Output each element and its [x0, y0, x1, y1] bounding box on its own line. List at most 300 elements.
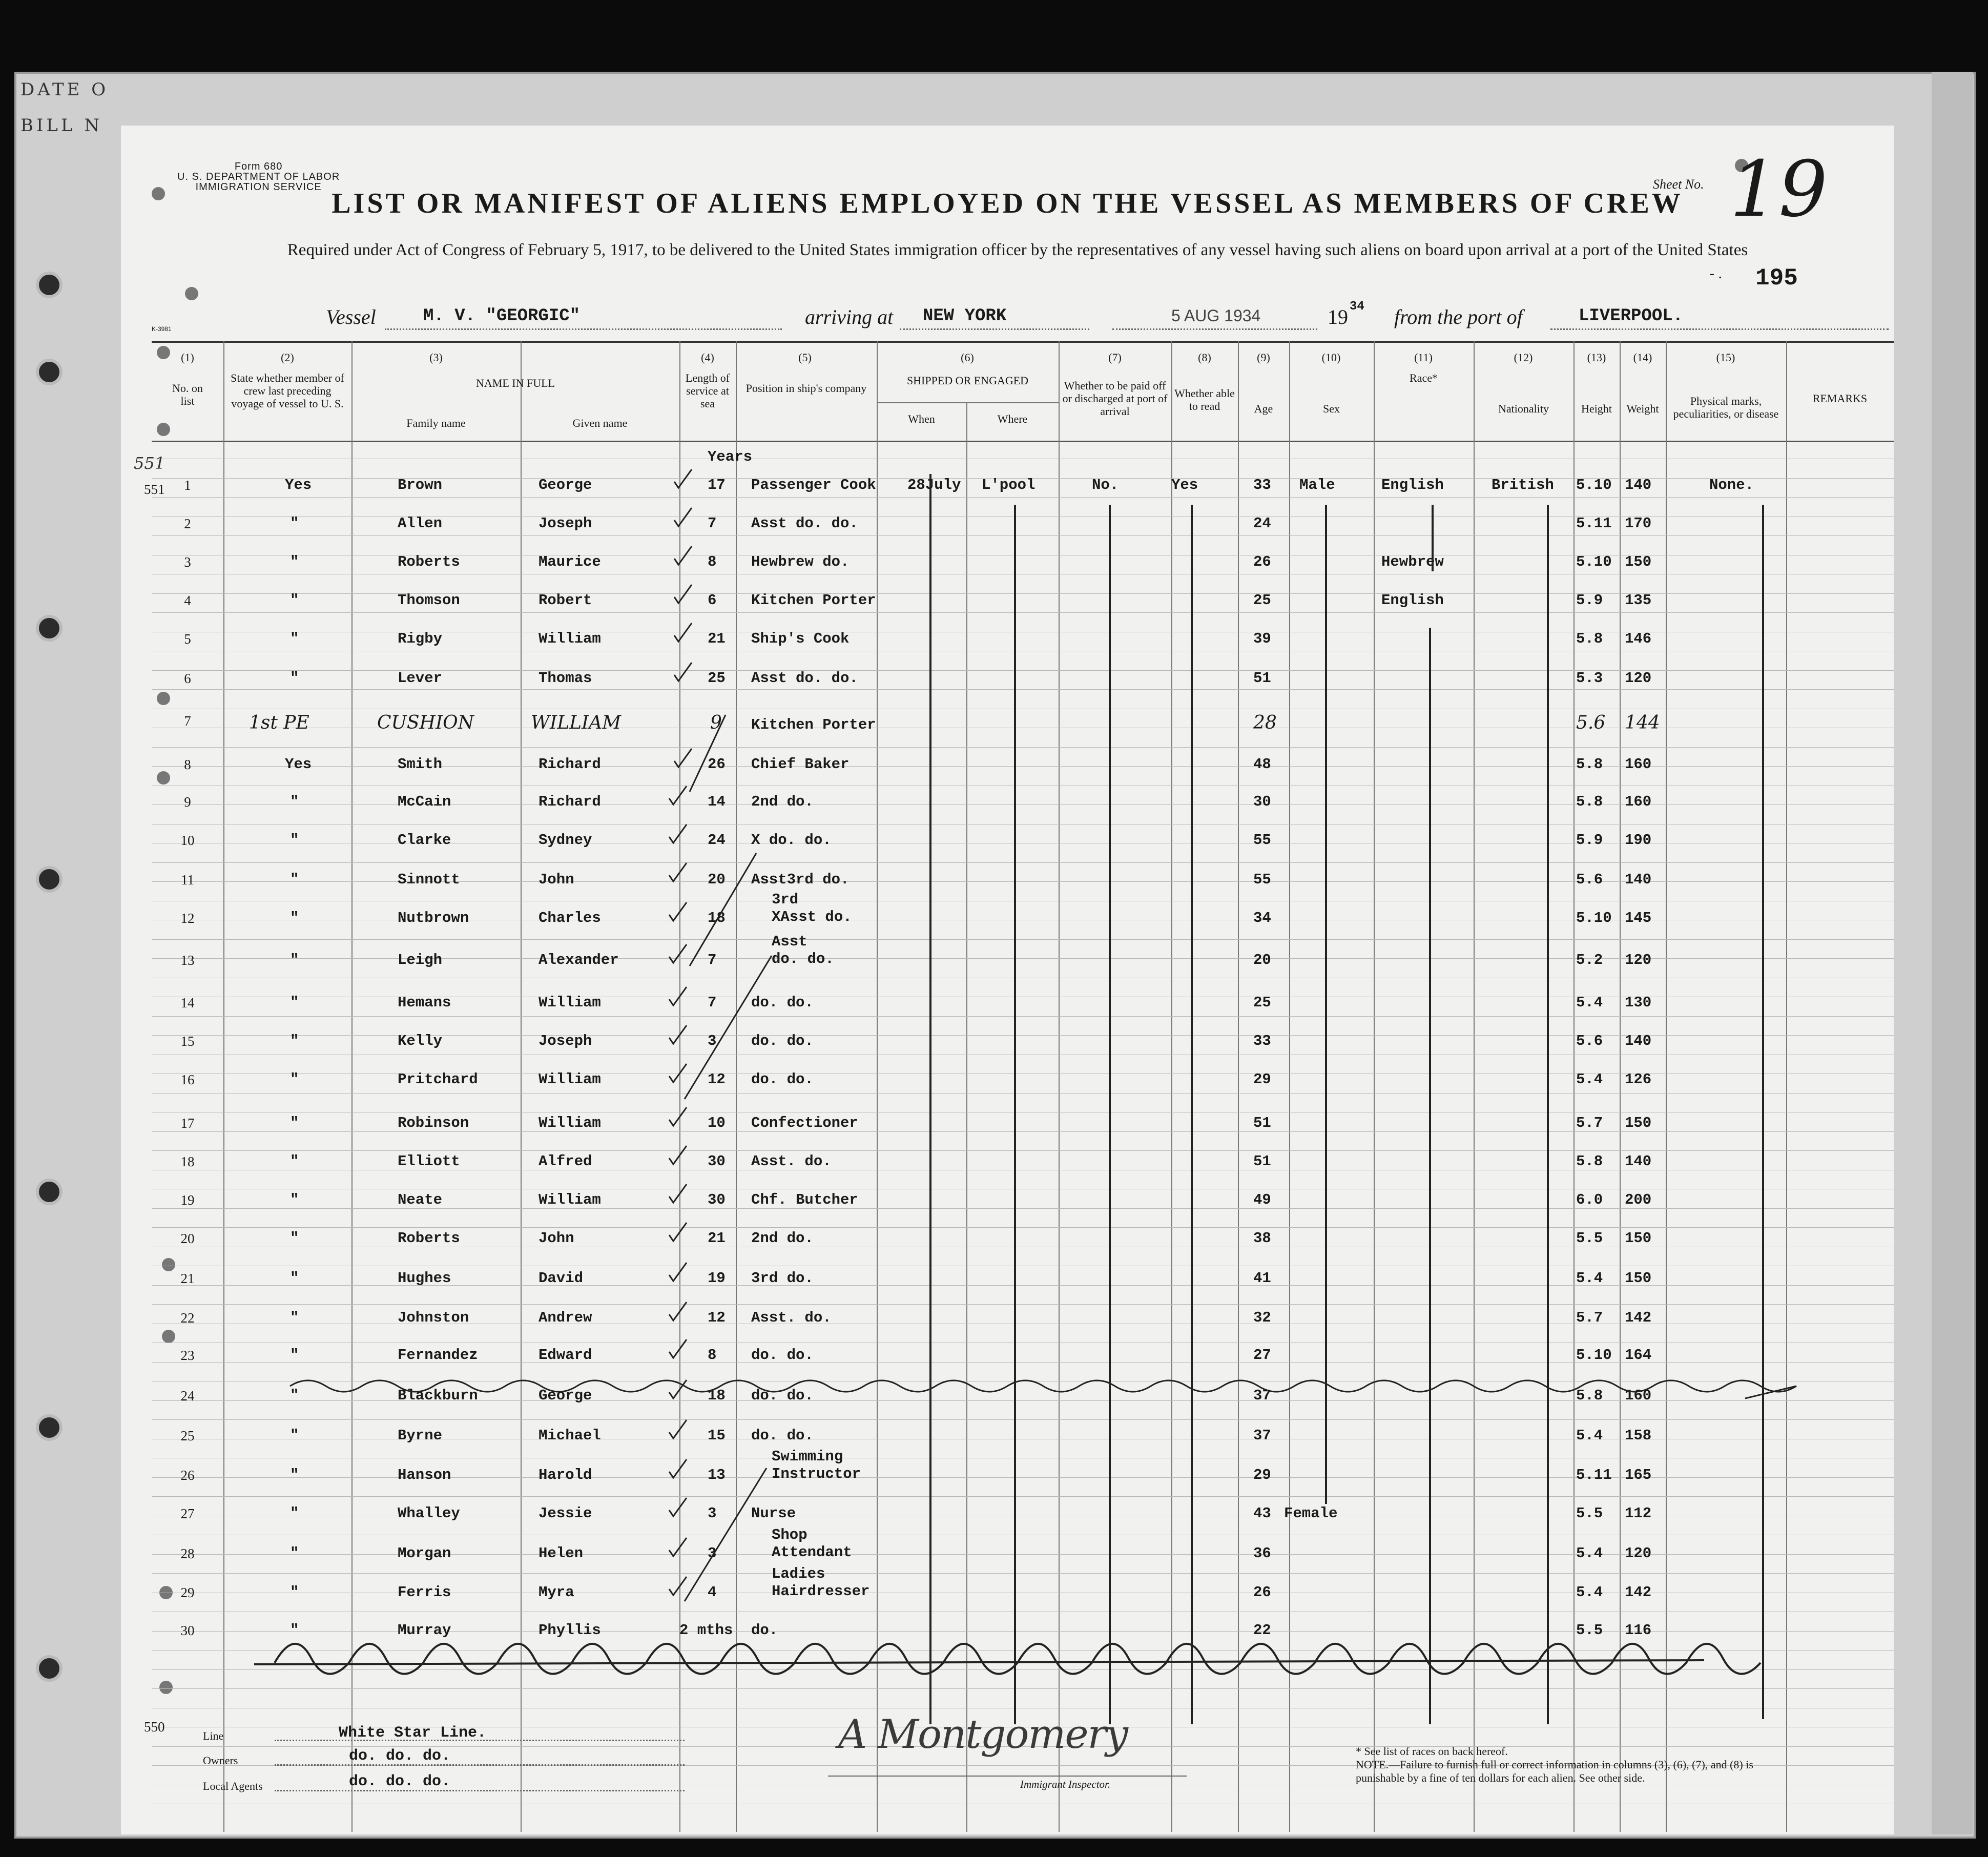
row-weight: 160 [1625, 756, 1652, 773]
ruling-line [152, 1419, 1894, 1420]
row-weight: 140 [1625, 1153, 1652, 1170]
check-mark [674, 546, 692, 565]
row-position: Confectioner [751, 1115, 858, 1131]
row-weight: 142 [1625, 1309, 1652, 1326]
row-height: 5.8 [1576, 756, 1603, 773]
row-position: Kitchen Porter [751, 592, 876, 609]
row-height: 5.8 [1576, 793, 1603, 810]
row-number: 18 [180, 1154, 195, 1169]
row-weight: 150 [1625, 1270, 1652, 1287]
line-value: White Star Line. [339, 1724, 487, 1742]
underlying-stamp [20, 72, 109, 143]
row-age: 29 [1253, 1071, 1271, 1088]
row-number: 30 [180, 1623, 195, 1638]
row-paid-off: No. [1092, 477, 1119, 493]
row-age: 51 [1253, 1115, 1271, 1131]
row-physical-marks: None. [1709, 477, 1754, 493]
row-state: " [290, 1622, 299, 1639]
row-number: 29 [180, 1585, 195, 1600]
ruling-line [152, 689, 1894, 690]
row-number: 27 [180, 1506, 195, 1521]
row-given-name: George [539, 477, 592, 493]
margin-mark-row30: 550 [144, 1719, 165, 1735]
check-mark [669, 987, 687, 1005]
row-service-years: 18 [708, 910, 726, 926]
row-height: 5.4 [1576, 1071, 1603, 1088]
row-given-name: John [539, 871, 574, 888]
row-service-years: 25 [708, 670, 726, 687]
row-height: 5.9 [1576, 592, 1603, 609]
row-service-years: 7 [708, 515, 717, 532]
row-position-line2: Hairdresser [772, 1583, 870, 1600]
manifest-sheet [121, 126, 1894, 1834]
sheet-number-label: Sheet No. [1653, 177, 1704, 192]
row-position: do. do. [751, 1427, 814, 1444]
column-rule [1059, 341, 1060, 1832]
row-service-years: 17 [708, 477, 726, 493]
page-title: LIST OR MANIFEST OF ALIENS EMPLOYED ON THE VESSEL AS MEMBERS OF CREW [332, 188, 1683, 219]
row-family-name: Hanson [398, 1467, 451, 1483]
inspector-label: Immigrant Inspector. [1020, 1778, 1111, 1790]
column-rule [351, 341, 353, 1832]
column-number: (5) [798, 351, 812, 364]
row-family-name: Leigh [398, 952, 443, 968]
footnote-races: * See list of races on back hereof. [1356, 1745, 1508, 1758]
row-height: 5.7 [1576, 1115, 1603, 1131]
years-label: Years [708, 448, 753, 465]
row-age: 25 [1253, 592, 1271, 609]
ruling-line [152, 1304, 1894, 1305]
column-rule [736, 341, 737, 1832]
row-state: " [290, 1191, 299, 1208]
row-service-years: 6 [708, 592, 717, 609]
row-position: Ladies [772, 1565, 825, 1582]
row-service-years: 3 [708, 1033, 717, 1049]
row-family-name: Hughes [398, 1270, 451, 1287]
punch-hole [185, 287, 198, 300]
row-position: Nurse [751, 1505, 796, 1522]
form-code-line: IMMIGRATION SERVICE [195, 181, 322, 193]
row-position: Hewbrew do. [751, 553, 850, 570]
column-rule [1573, 341, 1575, 1832]
row-given-name: WILLIAM [531, 712, 622, 733]
row-state: " [290, 553, 299, 570]
row-position: Chf. Butcher [751, 1191, 858, 1208]
check-mark [669, 1107, 687, 1126]
agents-label: Local Agents [203, 1780, 263, 1792]
row-height: 5.8 [1576, 630, 1603, 647]
row-height: 5.6 [1576, 1033, 1603, 1049]
header-remarks: REMARKS [1812, 392, 1868, 405]
row-family-name: Fernandez [398, 1347, 478, 1364]
row-number: 2 [184, 516, 191, 531]
row-number: 17 [180, 1116, 195, 1131]
row-given-name: Maurice [539, 553, 601, 570]
row-family-name: Clarke [398, 832, 451, 849]
row-state: " [290, 910, 299, 926]
row-family-name: Rigby [398, 630, 443, 647]
row-state: " [290, 1584, 299, 1601]
row-given-name: George [539, 1387, 592, 1404]
header-state-whether: State whether member of crew last preceding voyage of vessel to U. S. [231, 372, 344, 410]
check-mark [669, 824, 687, 843]
column-rule [223, 341, 224, 1832]
check-mark [669, 1064, 687, 1082]
ruling-line [152, 535, 1894, 536]
row-height: 5.5 [1576, 1230, 1603, 1247]
row-height: 5.4 [1576, 1584, 1603, 1601]
row-height: 6.0 [1576, 1191, 1603, 1208]
row-number: 26 [180, 1468, 195, 1483]
row-age: 34 [1253, 910, 1271, 926]
agents-value: do. do. do. [349, 1773, 451, 1790]
row-number: 11 [181, 872, 194, 888]
right-edge-sheet [1932, 72, 1973, 1834]
row-weight: 160 [1625, 793, 1652, 810]
header-given-name: Given name [572, 417, 628, 429]
row-weight: 140 [1625, 1033, 1652, 1049]
row-given-name: William [539, 1191, 601, 1208]
row-position: Swimming [772, 1448, 843, 1465]
row-weight: 150 [1625, 1115, 1652, 1131]
form-code-line: Form 680 [234, 161, 283, 172]
column-number: (6) [961, 351, 974, 364]
row-family-name: Brown [398, 477, 443, 493]
row-age: 37 [1253, 1427, 1271, 1444]
column-number: (11) [1414, 351, 1433, 364]
row-shipped-when: 28July [907, 477, 961, 493]
row-number: 16 [180, 1072, 195, 1087]
row-shipped-where: L'pool [982, 477, 1036, 493]
row-age: 26 [1253, 1584, 1271, 1601]
row-age: 32 [1253, 1309, 1271, 1326]
column-rule [1289, 341, 1290, 1832]
row-service-years: 7 [708, 994, 717, 1011]
ruling-line [152, 1227, 1894, 1228]
row-age: 26 [1253, 553, 1271, 570]
row-weight: 120 [1625, 670, 1652, 687]
row-given-name: William [539, 630, 601, 647]
row-age: 33 [1253, 1033, 1271, 1049]
row-state: " [290, 630, 299, 647]
row-age: 43 [1253, 1505, 1271, 1522]
ruling-line [152, 1573, 1894, 1574]
arriving-dotline [900, 328, 1089, 330]
row-given-name: John [539, 1230, 574, 1247]
row-state: " [290, 871, 299, 888]
row-number: 8 [184, 757, 191, 772]
row-position-line2: do. do. [772, 951, 834, 967]
column-number: (1) [181, 351, 194, 364]
row-number: 22 [180, 1310, 195, 1326]
column-number: (9) [1257, 351, 1270, 364]
row-service-years: 15 [708, 1427, 726, 1444]
header-when: When [908, 412, 935, 425]
footnote-penalty: NOTE.—Failure to furnish full or correct information in columns (3), (6), (7), and (8) is punishable by a fine of ten dollars for each alien. See other side. [1356, 1758, 1753, 1784]
margin-mark-row1: 551 [144, 482, 165, 497]
row-number: 7 [184, 713, 191, 729]
row-position: Asst. do. [751, 1309, 832, 1326]
ruling-line [152, 612, 1894, 613]
row-height: 5.6 [1576, 871, 1603, 888]
row-service-years: 19 [708, 1270, 726, 1287]
row-state: " [290, 592, 299, 609]
binder-hole [36, 359, 63, 385]
check-mark [674, 663, 692, 681]
row-state: " [290, 515, 299, 532]
row-weight: 120 [1625, 1545, 1652, 1562]
page-dash: - . [1709, 265, 1722, 282]
row-given-name: Harold [539, 1467, 592, 1483]
row-weight: 165 [1625, 1467, 1652, 1483]
check-mark [674, 585, 692, 603]
ruling-line [152, 747, 1894, 748]
row-state: " [290, 1071, 299, 1088]
row-weight: 144 [1625, 712, 1660, 733]
row-weight: 164 [1625, 1347, 1652, 1364]
row-family-name: Robinson [398, 1115, 469, 1131]
ruling-line [152, 1669, 1894, 1670]
header-paid-off: Whether to be paid off or discharged at port of arrival [1062, 379, 1168, 418]
check-mark [669, 902, 687, 921]
row-position: do. [751, 1622, 778, 1639]
check-mark [674, 508, 692, 526]
row-family-name: CUSHION [377, 712, 474, 733]
row-service-years: 21 [708, 1230, 726, 1247]
header-height: Height [1581, 402, 1612, 415]
header-name-in-full: NAME IN FULL [476, 377, 555, 389]
row-number: 10 [180, 833, 195, 848]
check-mark [669, 1025, 687, 1044]
row-age: 39 [1253, 630, 1271, 647]
row-weight: 150 [1625, 553, 1652, 570]
row-age: 33 [1253, 477, 1271, 493]
row-age: 22 [1253, 1622, 1271, 1639]
column-number: (10) [1321, 351, 1341, 364]
from-port-dotline [1550, 328, 1889, 330]
row-weight: 120 [1625, 952, 1652, 968]
row-service-years: 21 [708, 630, 726, 647]
punch-hole [157, 423, 170, 436]
column-number: (12) [1514, 351, 1533, 364]
check-mark [669, 1223, 687, 1241]
row-state: " [290, 1115, 299, 1131]
check-mark [669, 1302, 687, 1320]
row-height: 5.4 [1576, 1270, 1603, 1287]
row-position: Chief Baker [751, 756, 850, 773]
row-service-years: 8 [708, 1347, 717, 1364]
row-family-name: Sinnott [398, 871, 460, 888]
row-position: Asst. do. [751, 1153, 832, 1170]
row-height: 5.4 [1576, 994, 1603, 1011]
row-position-line2: XAsst do. [772, 909, 852, 925]
check-mark [669, 1498, 687, 1516]
row-service-years: 30 [708, 1191, 726, 1208]
row-number: 4 [184, 593, 191, 608]
row-state: " [290, 793, 299, 810]
row-age: 55 [1253, 871, 1271, 888]
check-mark [674, 749, 692, 767]
row-number: 3 [184, 554, 191, 570]
header-no-on-list: No. on list [172, 382, 203, 407]
row-state: " [290, 1505, 299, 1522]
column-rule [1786, 341, 1787, 1832]
row-weight: 140 [1625, 871, 1652, 888]
row-position: X do. do. [751, 832, 832, 849]
row-service-years: 4 [708, 1584, 717, 1601]
row-state: " [290, 1033, 299, 1049]
row-number: 23 [180, 1348, 195, 1363]
row-height: 5.8 [1576, 1153, 1603, 1170]
ruling-line [152, 1016, 1894, 1017]
from-port: LIVERPOOL. [1579, 306, 1684, 326]
row-weight: 140 [1625, 477, 1652, 493]
row-family-name: Morgan [398, 1545, 451, 1562]
row-weight: 160 [1625, 1387, 1652, 1404]
row-given-name: David [539, 1270, 584, 1287]
row-given-name: Edward [539, 1347, 592, 1364]
row-race: English [1381, 477, 1444, 493]
row-number: 24 [180, 1388, 195, 1404]
row-weight: 142 [1625, 1584, 1652, 1601]
header-nationality: Nationality [1498, 402, 1549, 415]
column-number: (4) [701, 351, 714, 364]
year-suffix: 34 [1350, 300, 1364, 314]
row-age: 28 [1253, 712, 1277, 733]
row-service-years: 3 [708, 1505, 717, 1522]
row-weight: 135 [1625, 592, 1652, 609]
row-age: 51 [1253, 670, 1271, 687]
row-family-name: McCain [398, 793, 451, 810]
row-state: " [290, 1467, 299, 1483]
header-physical-marks: Physical marks, peculiarities, or disease [1673, 395, 1779, 420]
row-height: 5.8 [1576, 1387, 1603, 1404]
row-age: 30 [1253, 793, 1271, 810]
row-height: 5.2 [1576, 952, 1603, 968]
header-where: Where [997, 412, 1028, 425]
row-state: " [290, 1545, 299, 1562]
row-position: 3rd [772, 891, 799, 908]
row-given-name: Andrew [539, 1309, 592, 1326]
row-family-name: Lever [398, 670, 443, 687]
punch-hole [162, 1330, 175, 1343]
page-number: 195 [1755, 265, 1798, 292]
owners-dotline [275, 1764, 685, 1766]
row-given-name: Thomas [539, 670, 592, 687]
check-mark [669, 863, 687, 881]
arrival-date-stamp: 5 AUG 1934 [1171, 306, 1261, 325]
row-height: 5.10 [1576, 477, 1612, 493]
row-family-name: Allen [398, 515, 443, 532]
row-state: " [290, 832, 299, 849]
row-number: 9 [184, 794, 191, 810]
ruling-line [152, 497, 1894, 498]
row-state: " [290, 1347, 299, 1364]
subtitle: Required under Act of Congress of February 5, 1917, to be delivered to the United States immigration officer by the representatives of any vessel having such aliens on board upon arrival at a port of the United States [287, 241, 1748, 259]
row-service-years: 12 [708, 1309, 726, 1326]
row-weight: 112 [1625, 1505, 1652, 1522]
row-age: 29 [1253, 1467, 1271, 1483]
inspector-signature: A Montgomery [838, 1711, 1127, 1758]
row-service-years: 9 [710, 712, 722, 733]
row-state: Yes [285, 477, 312, 493]
row-state: " [290, 994, 299, 1011]
row-number: 5 [184, 631, 191, 647]
binder-hole [36, 866, 63, 893]
column-rule [679, 341, 680, 1832]
check-mark [669, 1380, 687, 1398]
row-number: 20 [180, 1231, 195, 1246]
row-number: 14 [180, 995, 195, 1010]
row-given-name: Richard [539, 756, 601, 773]
row-family-name: Johnston [398, 1309, 469, 1326]
header-age: Age [1254, 402, 1273, 415]
row-height: 5.5 [1576, 1622, 1603, 1639]
row-position: Asst do. do. [751, 670, 858, 687]
column-rule [1474, 341, 1475, 1832]
table-top-rule [152, 341, 1894, 343]
row-service-years: 8 [708, 553, 717, 570]
column-number: (15) [1716, 351, 1735, 364]
margin-mark-top: 551 [134, 453, 165, 473]
column-rule [1171, 341, 1172, 1832]
row-service-years: 13 [708, 1467, 726, 1483]
row-state: " [290, 1230, 299, 1247]
strike-row-24 [290, 1380, 1796, 1398]
row-weight: 126 [1625, 1071, 1652, 1088]
row-family-name: Byrne [398, 1427, 443, 1444]
check-mark [669, 944, 687, 963]
row-position: Shop [772, 1526, 807, 1543]
row-family-name: Smith [398, 756, 443, 773]
row-state: 1st PE [249, 712, 309, 733]
header-bottom-rule [152, 441, 1894, 442]
row-height: 5.10 [1576, 1347, 1612, 1364]
row-service-years: 26 [708, 756, 726, 773]
row-state: " [290, 1270, 299, 1287]
stamp-line-1: DATE O [20, 79, 109, 100]
row-service-years: 24 [708, 832, 726, 849]
row-family-name: Roberts [398, 553, 460, 570]
row-position: Asst [772, 933, 807, 950]
row-nationality: British [1492, 477, 1554, 493]
row-height: 5.3 [1576, 670, 1603, 687]
row-service-years: 12 [708, 1071, 726, 1088]
row-state: " [290, 952, 299, 968]
row-service-years: 14 [708, 793, 726, 810]
header-family-name: Family name [406, 417, 466, 429]
row-state: " [290, 1387, 299, 1404]
row-family-name: Thomson [398, 592, 460, 609]
column-number: (2) [281, 351, 294, 364]
vessel-dotline [385, 328, 782, 330]
row-family-name: Pritchard [398, 1071, 478, 1088]
row-age: 24 [1253, 515, 1271, 532]
row-given-name: William [539, 994, 601, 1011]
row-given-name: Alfred [539, 1153, 592, 1170]
row-age: 51 [1253, 1153, 1271, 1170]
owners-label: Owners [203, 1754, 238, 1767]
row-age: 41 [1253, 1270, 1271, 1287]
row-height: 5.11 [1576, 1467, 1612, 1483]
binder-hole [36, 1179, 63, 1205]
check-mark [669, 1184, 687, 1203]
row-position: Passenger Cook [751, 477, 876, 493]
row-height: 5.5 [1576, 1505, 1603, 1522]
date-dotline [1112, 328, 1317, 330]
row-position: 2nd do. [751, 793, 814, 810]
row-position: do. do. [751, 1347, 814, 1364]
